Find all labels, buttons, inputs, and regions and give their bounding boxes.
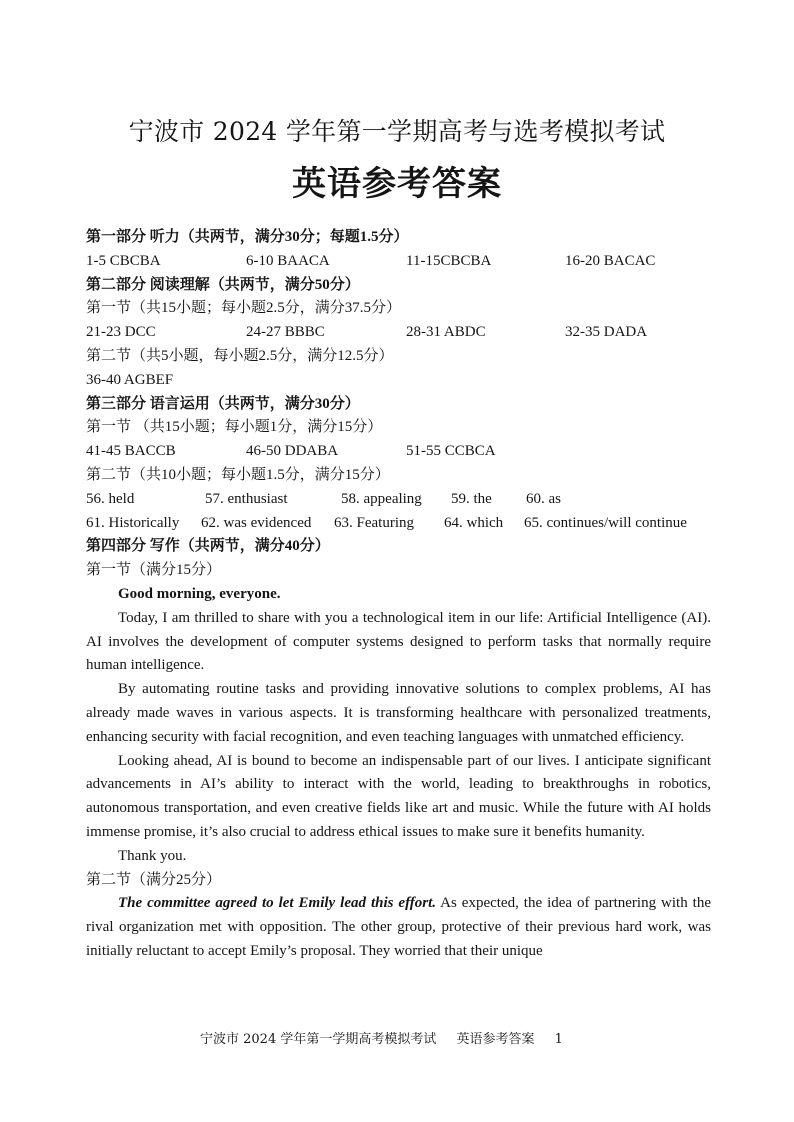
- part2-section2-label: 第二节（共5小题，每小题2.5分，满分12.5分）: [86, 347, 394, 364]
- fill-answer: 57. enthusiast: [205, 490, 288, 507]
- story-lead-sentence: The committee agreed to let Emily lead this effort.: [118, 895, 437, 912]
- part3-fill-row-1: [86, 488, 711, 512]
- answer-group: 11-15CBCBA: [406, 252, 492, 269]
- part3-section2-label: 第二节（共10小题；每小题1.5分，满分15分）: [86, 466, 390, 483]
- part2-answer-row: [86, 321, 711, 345]
- answer-group: 1-5 CBCBA: [86, 252, 161, 269]
- fill-answer: 56. held: [86, 490, 135, 507]
- answer-content: [86, 226, 711, 964]
- part3-heading: 第三部分 语言运用（共两节，满分30分）: [86, 395, 360, 412]
- footer-subject: 英语参考答案: [456, 1032, 535, 1047]
- fill-answer: 59. the: [451, 490, 492, 507]
- part2-answer-row-2: [86, 369, 711, 393]
- part3-fill-row-2: [86, 512, 711, 536]
- answer-group: 16-20 BACAC: [565, 252, 656, 269]
- essay-paragraph: By automating routine tasks and providing innovative solutions to complex problems, AI has already made waves in various aspects. It is transforming healthcare with personalized treatments, enhancing security with facial recognition, and even teaching languages with unmatched efficiency.: [86, 681, 711, 745]
- part4-section1-label: 第一节（满分15分）: [86, 562, 222, 579]
- fill-answer: 61. Historically: [86, 514, 180, 531]
- footer-page-number: 1: [554, 1032, 563, 1047]
- answer-group: 24-27 BBBC: [246, 324, 325, 341]
- essay-paragraph: Looking ahead, AI is bound to become an indispensable part of our lives. I anticipate significant advancements in AI’s ability to interact with the world, leading to breakthroughs in robotics, autonomous transportation, and even creative fields like art and music. While the future with AI holds immense promise, it’s also crucial to address ethical issues to make sure it benefits humanity.: [86, 752, 711, 840]
- answer-group: 46-50 DDABA: [246, 443, 339, 460]
- page-footer: [200, 1028, 579, 1047]
- fill-answer: 62. was evidenced: [201, 514, 312, 531]
- answer-group: 51-55 CCBCA: [406, 443, 496, 460]
- part1-answer-row: [86, 250, 711, 274]
- story-text: As expected, the idea of partnering with the rival organization met with opposition. The other group, protective of their previous hard work, was initially reluctant to accept Emily’s proposal. They worried that their unique: [86, 895, 711, 959]
- answer-group: 32-35 DADA: [565, 324, 648, 341]
- part4-heading: 第四部分 写作（共两节，满分40分）: [86, 538, 330, 555]
- essay-greeting: Good morning, everyone.: [118, 585, 281, 602]
- part4-section2-label: 第二节（满分25分）: [86, 871, 222, 888]
- part3-answer-row: [86, 440, 711, 464]
- part1-heading: 第一部分 听力（共两节，满分30分；每题1.5分）: [86, 229, 409, 245]
- answer-group: 21-23 DCC: [86, 324, 156, 341]
- part2-section1-label: 第一节（共15小题；每小题2.5分，满分37.5分）: [86, 300, 402, 317]
- fill-answer: 58. appealing: [341, 490, 422, 507]
- page-subtitle: 英语参考答案: [292, 164, 502, 204]
- fill-answer: 64. which: [444, 514, 504, 531]
- answer-group: 6-10 BAACA: [246, 252, 330, 269]
- fill-answer: 60. as: [526, 490, 561, 507]
- footer-exam-name: 宁波市 2024 学年第一学期高考模拟考试: [200, 1032, 437, 1047]
- essay-closing: Thank you.: [118, 847, 187, 864]
- story-paragraph: [86, 892, 711, 963]
- answer-group: 36-40 AGBEF: [86, 371, 174, 388]
- page-title: 宁波市 2024 学年第一学期高考与选考模拟考试: [128, 117, 666, 146]
- answer-group: 28-31 ABDC: [406, 324, 486, 341]
- fill-answer: 63. Featuring: [334, 514, 414, 531]
- fill-answer: 65. continues/will continue: [524, 514, 687, 531]
- answer-group: 41-45 BACCB: [86, 443, 176, 460]
- part3-section1-label: 第一节 （共15小题；每小题1分，满分15分）: [86, 419, 383, 436]
- essay-paragraph: Today, I am thrilled to share with you a technological item in our life: Artificial Intelligence (AI). AI involves the development of computer systems designed to perform tasks that normally require human intelligence.: [86, 609, 711, 674]
- part2-heading: 第二部分 阅读理解（共两节，满分50分）: [86, 276, 360, 293]
